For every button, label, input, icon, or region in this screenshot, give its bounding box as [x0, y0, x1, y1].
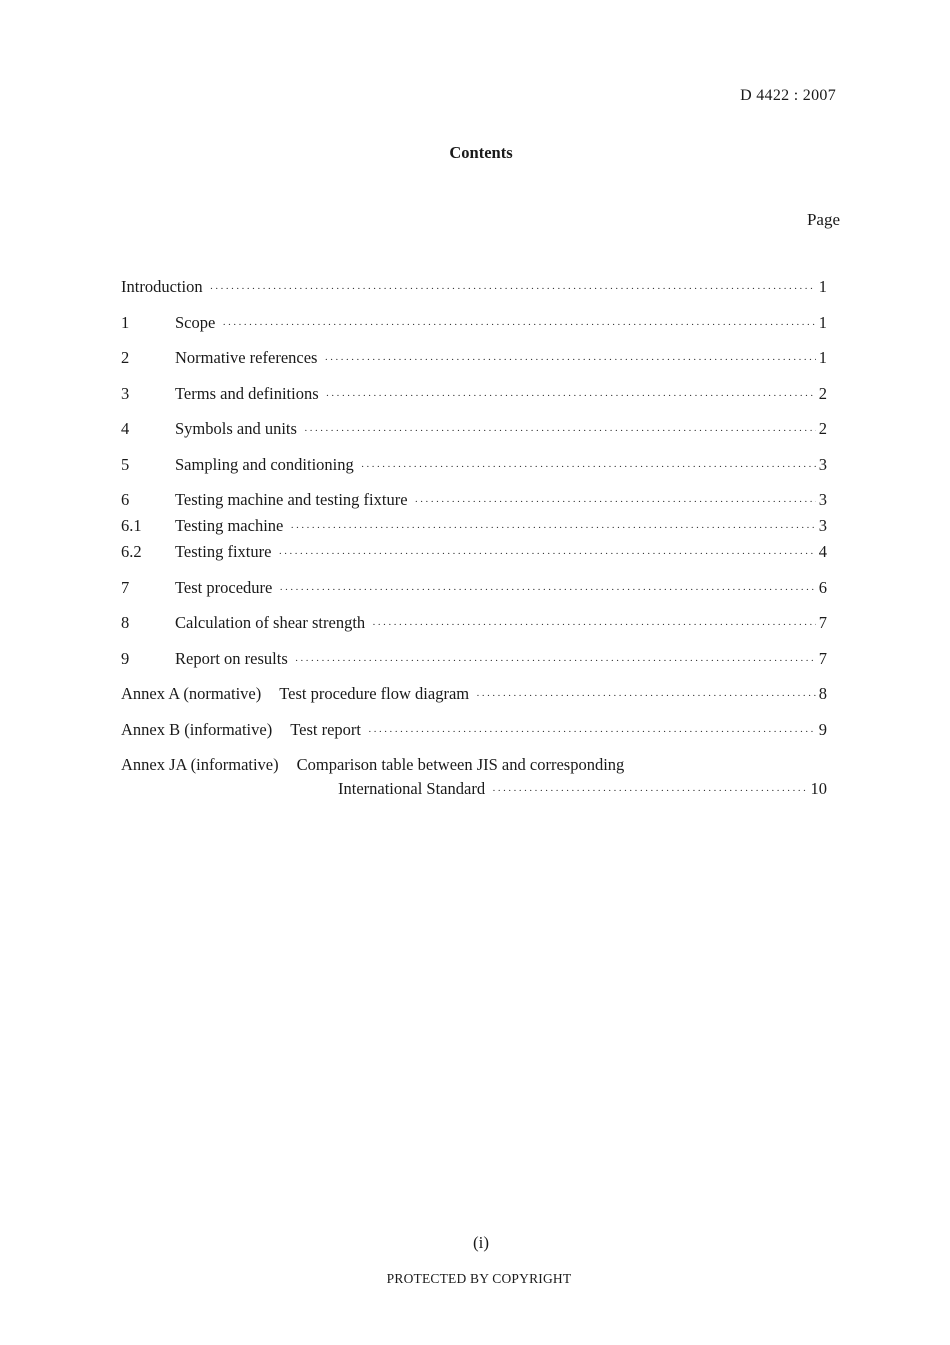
dot-leader [304, 419, 816, 443]
toc-entry-annex-ja[interactable] [121, 753, 827, 777]
toc-entry-sampling-and-conditioning[interactable] [121, 453, 827, 479]
toc-number: 7 [121, 577, 130, 597]
toc-page: 3 [818, 454, 827, 474]
dot-leader [222, 313, 815, 337]
toc-label: Report on results [175, 648, 288, 668]
toc-entry-annex-b[interactable] [121, 718, 827, 744]
document-number: D 4422 : 2007 [740, 87, 836, 104]
dot-leader [368, 720, 816, 744]
toc-label: International Standard [338, 779, 486, 798]
toc-group-annex-ja [121, 753, 827, 803]
toc-label: Symbols and units [175, 419, 297, 438]
toc-number: 6.2 [121, 542, 142, 561]
toc-label: Sampling and conditioning [175, 454, 354, 474]
toc-number: 6.1 [121, 516, 142, 535]
toc-label: Test report [290, 719, 361, 739]
toc-group-calculation [121, 611, 827, 637]
annex-prefix: Annex JA (informative) [121, 755, 279, 774]
dot-leader [324, 348, 815, 372]
toc-entry-annex-ja-continued[interactable] [121, 777, 827, 803]
toc-entry-symbols-and-units[interactable] [121, 417, 827, 443]
toc-entry-testing-machine[interactable] [121, 514, 827, 540]
toc-label: Comparison table between JIS and corresponding [296, 755, 625, 774]
toc-page: 2 [818, 383, 827, 403]
page-column-heading: Page [806, 210, 840, 229]
toc-page: 1 [818, 312, 827, 332]
page-title: Contents [449, 143, 513, 162]
toc-group-sampling [121, 453, 827, 479]
toc-group-introduction [121, 275, 827, 301]
toc-number: 5 [121, 454, 130, 474]
table-of-contents [121, 275, 827, 813]
toc-label: Testing fixture [175, 542, 272, 561]
toc-number: 3 [121, 383, 130, 403]
dot-leader [476, 684, 816, 708]
toc-page: 3 [818, 490, 827, 509]
toc-number: 4 [121, 419, 130, 438]
toc-group-testing-machine [121, 488, 827, 566]
toc-group-scope [121, 311, 827, 337]
dot-leader [415, 490, 816, 514]
toc-number: 1 [121, 312, 130, 332]
toc-label: Test procedure [175, 577, 273, 597]
toc-entry-test-procedure[interactable] [121, 576, 827, 602]
toc-number: 6 [121, 490, 130, 509]
dot-leader [372, 613, 816, 637]
toc-group-symbols [121, 417, 827, 443]
toc-entry-testing-fixture[interactable] [121, 540, 827, 566]
toc-page: 9 [818, 719, 827, 739]
toc-page: 7 [818, 648, 827, 668]
toc-entry-scope[interactable] [121, 311, 827, 337]
toc-label: Scope [175, 312, 216, 332]
toc-number: 8 [121, 613, 130, 632]
toc-entry-normative-references[interactable] [121, 346, 827, 372]
dot-leader [279, 578, 815, 602]
toc-entry-terms-and-definitions[interactable] [121, 382, 827, 408]
toc-entry-calculation-of-shear-strength[interactable] [121, 611, 827, 637]
toc-entry-testing-machine-and-fixture[interactable] [121, 488, 827, 514]
toc-page: 6 [818, 577, 827, 597]
toc-page: 7 [818, 613, 827, 632]
toc-entry-introduction[interactable] [121, 275, 827, 301]
dot-leader [290, 516, 815, 540]
toc-group-normative-references [121, 346, 827, 372]
toc-label: Terms and definitions [175, 383, 319, 403]
dot-leader [278, 542, 815, 566]
toc-page: 1 [818, 348, 827, 367]
toc-group-test-procedure [121, 576, 827, 602]
toc-label: Calculation of shear strength [175, 613, 366, 632]
toc-page: 8 [818, 684, 827, 703]
toc-group-annex-b [121, 718, 827, 744]
annex-prefix: Annex B (informative) [121, 719, 273, 739]
dot-leader [326, 384, 816, 408]
dot-leader [295, 649, 816, 673]
toc-page: 1 [818, 277, 827, 296]
toc-group-report [121, 647, 827, 673]
dot-leader [361, 455, 816, 479]
toc-page: 4 [818, 542, 827, 561]
toc-number: 9 [121, 648, 130, 668]
toc-label: Test procedure flow diagram [279, 684, 470, 703]
toc-label: Normative references [175, 348, 318, 367]
copyright-notice: PROTECTED BY COPYRIGHT [386, 1271, 572, 1286]
toc-page: 3 [818, 516, 827, 535]
annex-prefix: Annex A (normative) [121, 684, 262, 703]
page-number: (i) [472, 1233, 490, 1252]
dot-leader [492, 779, 807, 803]
dot-leader [210, 277, 816, 301]
toc-number: 2 [121, 348, 130, 367]
toc-entry-annex-a[interactable] [121, 682, 827, 708]
toc-group-terms [121, 382, 827, 408]
toc-label: Introduction [121, 277, 203, 296]
toc-group-annex-a [121, 682, 827, 708]
toc-label: Testing machine and testing fixture [175, 490, 408, 509]
toc-page: 10 [810, 779, 827, 798]
toc-page: 2 [818, 419, 827, 438]
toc-entry-report-on-results[interactable] [121, 647, 827, 673]
toc-label: Testing machine [175, 516, 284, 535]
